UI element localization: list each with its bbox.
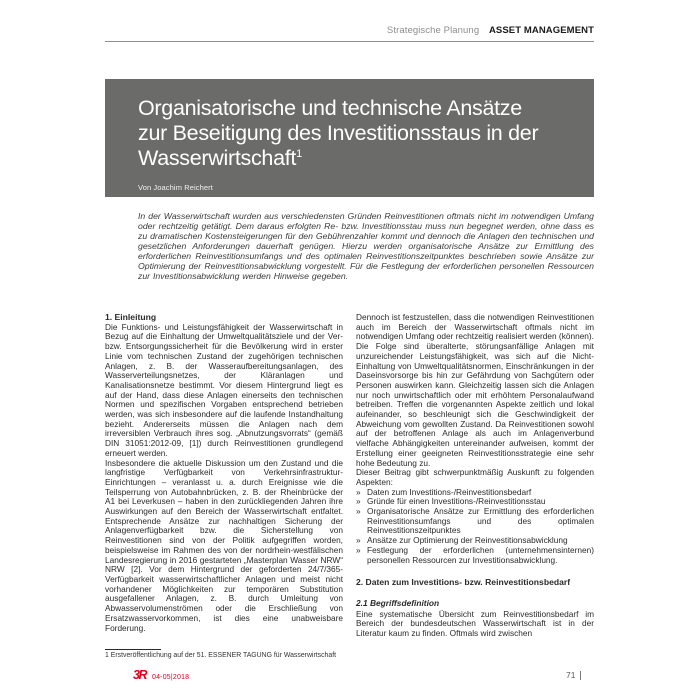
list-item	[356, 507, 594, 536]
masthead-section-label: Strategische Planung	[386, 25, 480, 36]
left-column	[105, 313, 343, 660]
left-paragraph-2: Insbesondere die aktuelle Diskussion um den Zustand und die langfristige Verfügbarkeit von Verkehrsinfrastruktur-Einrichtungen – veranlasst u. a. durch Ereignisse wie die Teilsperrung von Autobahnbrücken, z. B. der Rheinbrücke der A1 bei Leverkusen – haben in den zurückliegenden Jahren ihre Auswirkungen auf den Bereich der Wasserwirtschaft entfaltet. Entsprechende Ansätze zur nachhaltigen Sicherung der Anlagenverfügbarkeit bzw. die Sicherstellung von Reinvestitionen sind von der Politik aufgegriffen worden, beispielsweise im Rahmen des von der nordrhein-westfälischen Landesregierung in 2016 gestarteten „Masterplan Wasser NRW“ NRW [2]. Vor dem Hintergrund der geforderten 24/7/365-Verfügbarkeit wasserwirtschaftlicher Anlagen und meist nicht vorhandener Möglichkeiten zur temporären Substitution ausgefallener Anlagen, z. B. durch Umleitung von Abwasservolumenströmen oder die Erschließung von Ersatzwasservorkommen, ist dies eine unabweisbare Forderung.	[105, 457, 343, 633]
section-heading-2: 2. Daten zum Investitions- bzw. Reinvestitionsbedarf	[356, 577, 571, 588]
bullet-marker: »	[356, 544, 361, 555]
right-column	[356, 313, 594, 660]
masthead-category-label: ASSET MANAGEMENT	[488, 25, 594, 36]
bullet-marker: »	[356, 486, 361, 497]
list-item-text: Ansätze zur Optimierung der Reinvestitionsabwicklung	[367, 535, 568, 546]
article-title-line-3: Wasserwirtschaft$^1$	[138, 146, 302, 170]
right-paragraph-3: Eine systematische Übersicht zum Reinvestitionsbedarf im Bereich der bundesdeutschen Wasserwirtschaft ist in der Literatur kaum zu finden. Oftmals wird zwischen	[356, 608, 594, 639]
footnote-rule	[105, 649, 161, 650]
right-paragraph-1: Dennoch ist festzustellen, dass die notwendigen Reinvestitionen auch im Bereich der Wasserwirtschaft oftmals nicht im notwendigen Umfang oder rechtzeitig realisiert werden (können). Die Folge sind überalterte, störungsanfällige Anlagen mit unzureichender Leistungsfähigkeit, was sich auf die Nicht-Einhaltung von Umweltqualitätsnormen, Einschränkungen in der Daseinsvorsorge bis hin zur Gefährdung von Sachgütern oder Personen auswirken kann. Gleichzeitig lassen sich die Anlagen nur noch unwirtschaftlich oder mit erhöhtem Personalaufwand betreiben. Treffen die vorgenannten Aspekte zeitlich und lokal aufeinander, so beschleunigt sich die Geschwindigkeit der Abweichung vom gewollten Zustand. Da Reinvestitionen sowohl auf der betroffenen Anlage als auch im Anlagenverbund vielfache Abhängigkeiten untereinander aufweisen, kommt der Erstellung einer geeigneten Reinvestitionsstrategie eine sehr hohe Bedeutung zu.	[356, 312, 594, 468]
right-paragraph-2: Dieser Beitrag gibt schwerpunktmäßig Auskunft zu folgenden Aspekten:	[356, 467, 594, 487]
page-number: 71	[566, 670, 576, 680]
bullet-marker: »	[356, 535, 361, 546]
footnote-text: 1 Erstveröffentlichung auf der 51. ESSENER TAGUNG für Wasserwirtschaft	[105, 652, 337, 659]
article-title-block	[105, 79, 594, 197]
title-footnote-marker: 1	[296, 148, 302, 160]
list-item-text: Organisatorische Ansätze zur Ermittlung des erforderlichen Reinvestitionsumfangs und des optimalen Reinvestitionszeitpunktes	[367, 506, 594, 536]
list-item-text: Gründe für einen Investitions-/Reinvestitionsstau	[367, 496, 546, 507]
subsection-heading-2-1: 2.1 Begriffsdefinition	[356, 597, 440, 608]
masthead-rule	[105, 41, 594, 42]
bullet-marker: »	[356, 506, 361, 517]
article-title-line-2: zur Beseitigung des Investitionsstaus in der	[138, 121, 539, 145]
aspects-list	[356, 488, 594, 566]
abstract: In der Wasserwirtschaft wurden aus verschiedensten Gründen Reinvestitionen oftmals nicht im notwendigen Umfang oder rechtzeitig getätigt. Dem daraus erfolgten Re- bzw. Investitionsstau muss nun begegnet werden, ohne dass es zu dramatischen Kostensteigerungen für den Gebührenzahler kommt und dennoch die Anlagen den technischen und gesetzlichen Anforderungen dauerhaft genügen. Hierzu werden organisatorische Ansätze zur Ermittlung des erforderlichen Reinvestitionsumfangs und des optimalen Reinvestitionszeitpunktes beschrieben sowie Ansätze zur Optimierung der Reinvestitionsabwicklung vorgestellt. Für die Festlegung der erforderlichen personellen Ressourcen zur Investitionsabwicklung werden Hinweise gegeben.	[138, 211, 594, 281]
left-paragraph-1: Die Funktions- und Leistungsfähigkeit der Wasserwirtschaft in Bezug auf die Einhaltung der Umweltqualitätsziele und der Ver- bzw. Entsorgungssicherheit für die Bevölkerung wird in erster Linie vom technischen Zustand der zugehörigen technischen Anlagen, z. B. der Wasseraufbereitungsanlagen, des Wasserverteilungsnetzes, der Kläranlagen und Kanalisationsnetze bestimmt. Vor diesem Hintergrund liegt es auf der Hand, dass diese Anlagen einerseits den technischen Normen und spezifischen Vorgaben entsprechend betrieben werden, was sich insbesondere auf die laufende Instandhaltung bezieht. Andererseits müssen die Anlagen nach dem irreversiblen Verbrauch ihres sog. „Abnutzungsvorrats“ (gemäß DIN 31051:2012-09, [1]) durch Reinvestitionen grundlegend erneuert werden.	[105, 321, 343, 458]
issue-label: 04-05|2018	[151, 674, 190, 681]
article-body	[105, 313, 594, 660]
footnote-block	[105, 649, 343, 661]
byline: Von Joachim Reichert	[138, 183, 213, 192]
section-heading-1: 1. Einleitung	[105, 312, 157, 322]
page-number-divider	[580, 671, 581, 680]
list-item-text: Daten zum Investitions-/Reinvestitionsbedarf	[367, 486, 532, 497]
bullet-marker: »	[356, 496, 361, 507]
article-title	[138, 96, 566, 171]
list-item-text: Festlegung der erforderlichen (unternehmensinternen) personellen Ressourcen zur Investitionsabwicklung.	[367, 544, 594, 565]
journal-logo: 3R	[133, 668, 146, 682]
footer-journal	[133, 670, 189, 681]
masthead	[105, 25, 594, 36]
article-title-line-1: Organisatorische und technische Ansätze	[138, 96, 522, 120]
list-item	[356, 546, 594, 565]
footer-page	[566, 670, 581, 680]
